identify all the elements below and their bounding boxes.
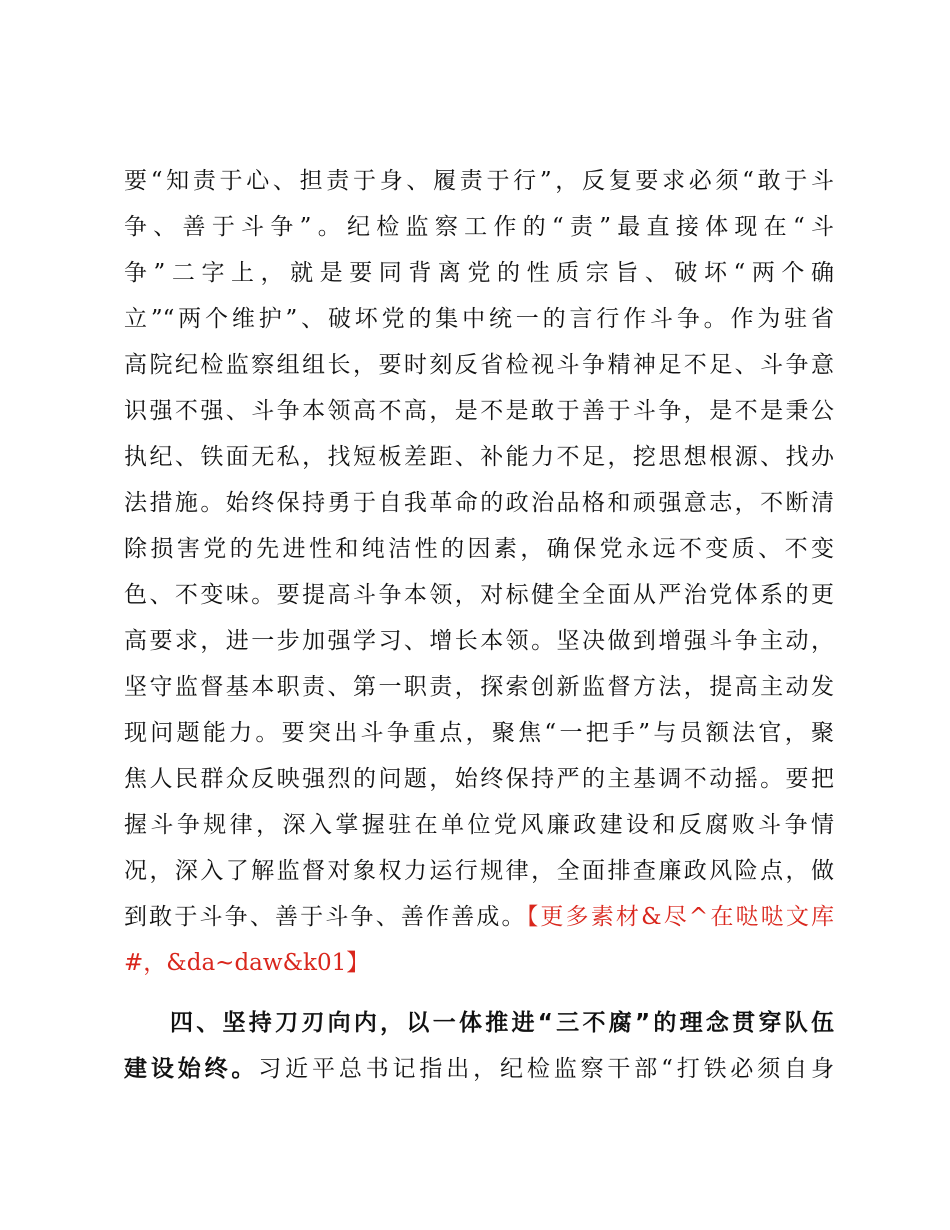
body-line-17	[124, 894, 834, 940]
section-4-line-2	[124, 1046, 834, 1092]
body-line-4: 立”“两个维护”、破坏党的集中统一的言行作斗争。作为驻省	[124, 306, 834, 332]
body-line-16: 况，深入了解监督对象权力运行规律，全面排查廉政风险点，做	[124, 858, 834, 884]
section-heading-4-end: 建设始终。	[124, 1056, 259, 1082]
section-heading-4: 四、坚持刀刃向内，以一体推进“三不腐”的理念贯穿队伍	[170, 1010, 834, 1036]
body-line-17-text: 到敢于斗争、善于斗争、善作善成。	[124, 904, 527, 930]
body-line-13: 现问题能力。要突出斗争重点，聚焦“一把手”与员额法官，聚	[124, 720, 834, 746]
body-line-18	[124, 940, 834, 986]
body-line-8: 法措施。始终保持勇于自我革命的政治品格和顽强意志，不断清	[124, 490, 834, 516]
body-line-2: 争、善于斗争”。纪检监察工作的“责”最直接体现在“斗	[124, 214, 834, 240]
body-line-5: 高院纪检监察组组长，要时刻反省检视斗争精神足不足、斗争意	[124, 352, 834, 378]
body-line-11: 高要求，进一步加强学习、增长本领。坚决做到增强斗争主动，	[124, 628, 834, 654]
watermark-text-2: #，&da~daw&k01】	[124, 950, 370, 976]
body-line-1: 要“知责于心、担责于身、履责于行”，反复要求必须“敢于斗	[124, 168, 834, 194]
body-line-6: 识强不强、斗争本领高不高，是不是敢于善于斗争，是不是秉公	[124, 398, 834, 424]
body-line-7: 执纪、铁面无私，找短板差距、补能力不足，挖思想根源、找办	[124, 444, 834, 470]
section-4-body-text: 习近平总书记指出，纪检监察干部“打铁必须自身	[258, 1056, 834, 1082]
body-line-12: 坚守监督基本职责、第一职责，探索创新监督方法，提高主动发	[124, 674, 834, 700]
body-line-15: 握斗争规律，深入掌握驻在单位党风廉政建设和反腐败斗争情	[124, 812, 834, 838]
body-line-10: 色、不变味。要提高斗争本领，对标健全全面从严治党体系的更	[124, 582, 834, 608]
body-line-9: 除损害党的先进性和纯洁性的因素，确保党永远不变质、不变	[124, 536, 834, 562]
watermark-text-1: 【更多素材&尽^在哒哒文库	[526, 904, 834, 930]
body-line-14: 焦人民群众反映强烈的问题，始终保持严的主基调不动摇。要把	[124, 766, 834, 792]
body-line-3: 争”二字上，就是要同背离党的性质宗旨、破坏“两个确	[124, 260, 834, 286]
